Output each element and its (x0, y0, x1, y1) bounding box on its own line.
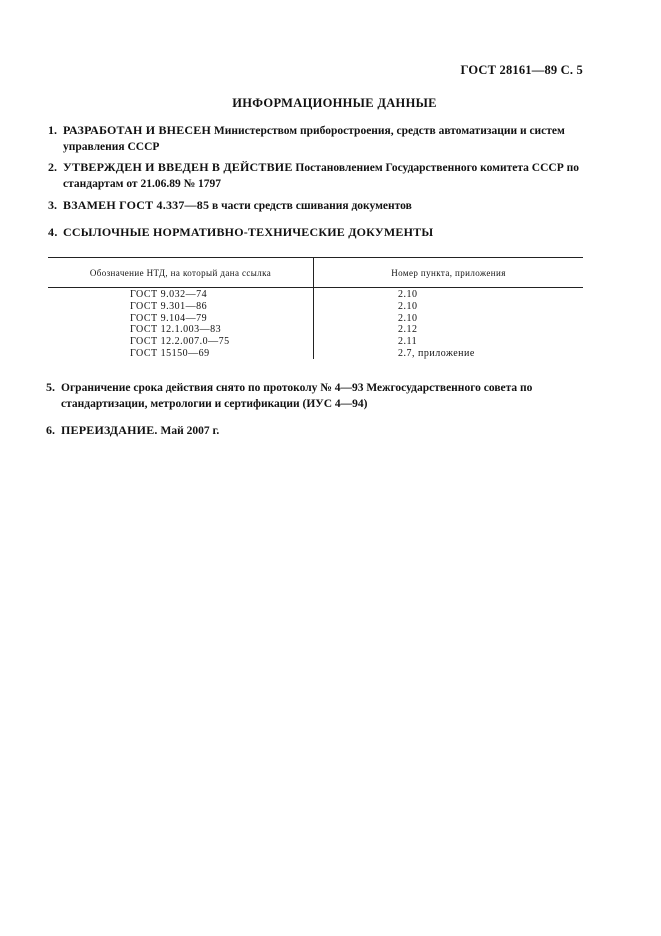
item-lead: ССЫЛОЧНЫЕ НОРМАТИВНО-ТЕХНИЧЕСКИЕ ДОКУМЕНТЫ (63, 225, 434, 239)
item-lead: РАЗРАБОТАН И ВНЕСЕН (63, 123, 212, 137)
item-number: 2. (48, 160, 57, 174)
cell-document: ГОСТ 15150—69 (130, 347, 210, 359)
item-text (46, 380, 586, 412)
item-lead: УТВЕРЖДЕН И ВВЕДЕН В ДЕЙСТВИЕ (63, 160, 293, 174)
item-number: 1. (48, 123, 57, 137)
cell-document: ГОСТ 9.032—74 (130, 289, 208, 300)
item-lead: ВЗАМЕН ГОСТ 4.337—85 (63, 198, 210, 212)
item-rest: Министерством приборостроения, средств автоматизации и систем управления СССР (63, 125, 565, 153)
reference-documents-table (48, 257, 583, 359)
item-rest: Постановлением Государственного комитета СССР по стандартам от 21.06.89 № 1797 (63, 162, 579, 190)
table-header-divider (48, 287, 583, 288)
cell-clause: 2.10 (398, 300, 418, 312)
item-rest: в части средств сшивания документов (209, 200, 412, 212)
table-header-document: Обозначение НТД, на который дана ссылка (89, 268, 272, 278)
item-number: 5. (46, 380, 55, 394)
table-body (48, 289, 583, 360)
table-row (48, 313, 583, 325)
item-text (46, 423, 581, 439)
table-row (48, 324, 583, 336)
item-rest: Ограничение срока действия снято по протоколу № 4—93 Межгосударственного совета по стандартизации, метрологии и сертификации (ИУС 4—94) (61, 382, 533, 410)
info-item-2 (48, 160, 583, 192)
cell-clause: 2.7, приложение (398, 347, 475, 359)
info-item-6 (46, 423, 581, 439)
cell-clause: 2.10 (398, 289, 418, 300)
cell-document: ГОСТ 9.301—86 (130, 300, 208, 312)
cell-document: ГОСТ 12.2.007.0—75 (130, 336, 230, 348)
info-item-4 (48, 225, 583, 241)
table-row (48, 301, 583, 313)
item-rest: Май 2007 г. (157, 425, 220, 437)
item-text (48, 198, 583, 214)
info-item-1 (48, 123, 583, 155)
item-text (48, 123, 583, 155)
info-item-3 (48, 198, 583, 214)
info-item-5 (46, 380, 586, 412)
cell-clause: 2.11 (398, 336, 418, 348)
item-text (48, 160, 583, 192)
item-number: 4. (48, 225, 58, 239)
section-title: ИНФОРМАЦИОННЫЕ ДАННЫЕ (232, 96, 437, 110)
table-row (48, 348, 583, 360)
item-number: 6. (46, 423, 55, 437)
item-number: 3. (48, 198, 57, 212)
table-header-clause: Номер пункта, приложения (391, 268, 506, 278)
cell-document: ГОСТ 9.104—79 (130, 312, 208, 324)
page-header-reference: ГОСТ 28161—89 С. 5 (460, 63, 583, 77)
item-lead: ПЕРЕИЗДАНИЕ. (61, 423, 158, 437)
table-row (48, 289, 583, 301)
cell-document: ГОСТ 12.1.003—83 (130, 324, 222, 336)
item-text (48, 225, 583, 241)
cell-clause: 2.10 (398, 312, 418, 324)
cell-clause: 2.12 (398, 324, 418, 336)
table-row (48, 336, 583, 348)
